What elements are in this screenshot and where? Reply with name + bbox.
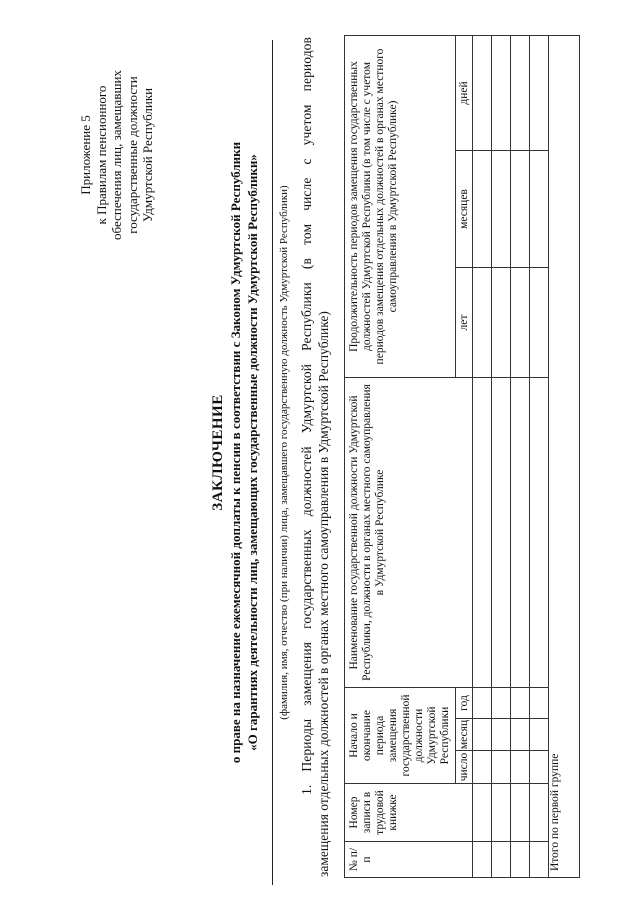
table-cell [530, 36, 549, 151]
table-cell [492, 36, 511, 151]
table-row [530, 36, 549, 878]
col-header-record: Номер записи в трудовой книжке [345, 784, 473, 842]
subheader-months: месяцев [456, 151, 473, 268]
table-total-row [549, 36, 580, 878]
table-cell [492, 378, 511, 688]
name-field-caption: (фамилия, имя, отчество (при наличии) лица, замещавшего государственную должность Удмуртской Республики) [278, 185, 290, 720]
appendix-line: к Правилам пенсионного [93, 85, 109, 225]
table-cell [473, 784, 492, 842]
table-cell [511, 688, 530, 719]
subheader-years: лет [456, 268, 473, 378]
periods-table [344, 35, 580, 878]
table-cell [530, 268, 549, 378]
table-cell [473, 842, 492, 878]
table-cell [530, 688, 549, 719]
table-cell [511, 751, 530, 784]
document-subtitle-law: «О гарантиях деятельности лиц, замещающих государственные должности Удмуртской Республики» [245, 154, 260, 751]
table-cell [511, 151, 530, 268]
table-cell [473, 36, 492, 151]
name-fill-line [272, 40, 273, 885]
col-header-number: № п/п [345, 842, 473, 878]
col-header-period: Начало и окончание периода замещения государственной должности Удмуртской Республики [345, 688, 456, 784]
col-header-position: Наименование государственной должности Удмуртской Республики, должности в органах местного самоуправления в Удмуртской Республике [345, 378, 473, 688]
document-subtitle: о праве на назначение ежемесячной доплаты к пенсии в соответствии с Законом Удмуртской Республики [228, 141, 243, 764]
table-cell [473, 151, 492, 268]
table-cell [530, 784, 549, 842]
appendix-line: Удмуртской Республики [140, 87, 155, 223]
document-title: ЗАКЛЮЧЕНИЕ [210, 394, 226, 511]
table-cell [530, 151, 549, 268]
table-row [511, 36, 530, 878]
table-cell [492, 784, 511, 842]
table-cell [530, 378, 549, 688]
table-cell [492, 151, 511, 268]
table-cell [492, 842, 511, 878]
table-cell [511, 842, 530, 878]
appendix-line: обеспечения лиц, замещавших [109, 70, 124, 240]
subheader-month: месяц [456, 719, 473, 751]
appendix-line: государственные должности [124, 76, 140, 234]
table-cell [492, 719, 511, 751]
table-row [473, 36, 492, 878]
table-cell [492, 268, 511, 378]
subheader-day: число [456, 751, 473, 784]
table-cell [511, 36, 530, 151]
appendix-note [78, 65, 156, 245]
appendix-line: Приложение 5 [78, 115, 93, 195]
table-cell [511, 378, 530, 688]
section-1-line: замещения отдельных должностей в органах местного самоуправления в Удмуртской Республике) [316, 311, 331, 877]
table-cell [511, 784, 530, 842]
table-cell [473, 378, 492, 688]
total-label: Итого по первой группе [549, 36, 580, 878]
table-header-row [345, 36, 456, 878]
col-header-duration: Продолжительность периодов замещения государственных должностей Удмуртской Республики (в том числе с учетом периодов замещения отдельных должностей в органах местного самоуправления в Удмуртской Республике) [345, 36, 456, 378]
section-1-heading [298, 37, 332, 877]
table-cell [511, 719, 530, 751]
table-cell [530, 842, 549, 878]
table-row [492, 36, 511, 878]
table-cell [473, 719, 492, 751]
table-cell [473, 688, 492, 719]
table-cell [492, 688, 511, 719]
subheader-days: дней [456, 36, 473, 151]
table-cell [530, 719, 549, 751]
table-cell [530, 751, 549, 784]
subheader-year: год [456, 688, 473, 719]
section-1-line: 1. Периоды замещения государственных должностей Удмуртской Республики (в том числе с учетом периодов [299, 37, 314, 795]
table-cell [492, 751, 511, 784]
table-cell [511, 268, 530, 378]
table-cell [473, 751, 492, 784]
table-cell [473, 268, 492, 378]
